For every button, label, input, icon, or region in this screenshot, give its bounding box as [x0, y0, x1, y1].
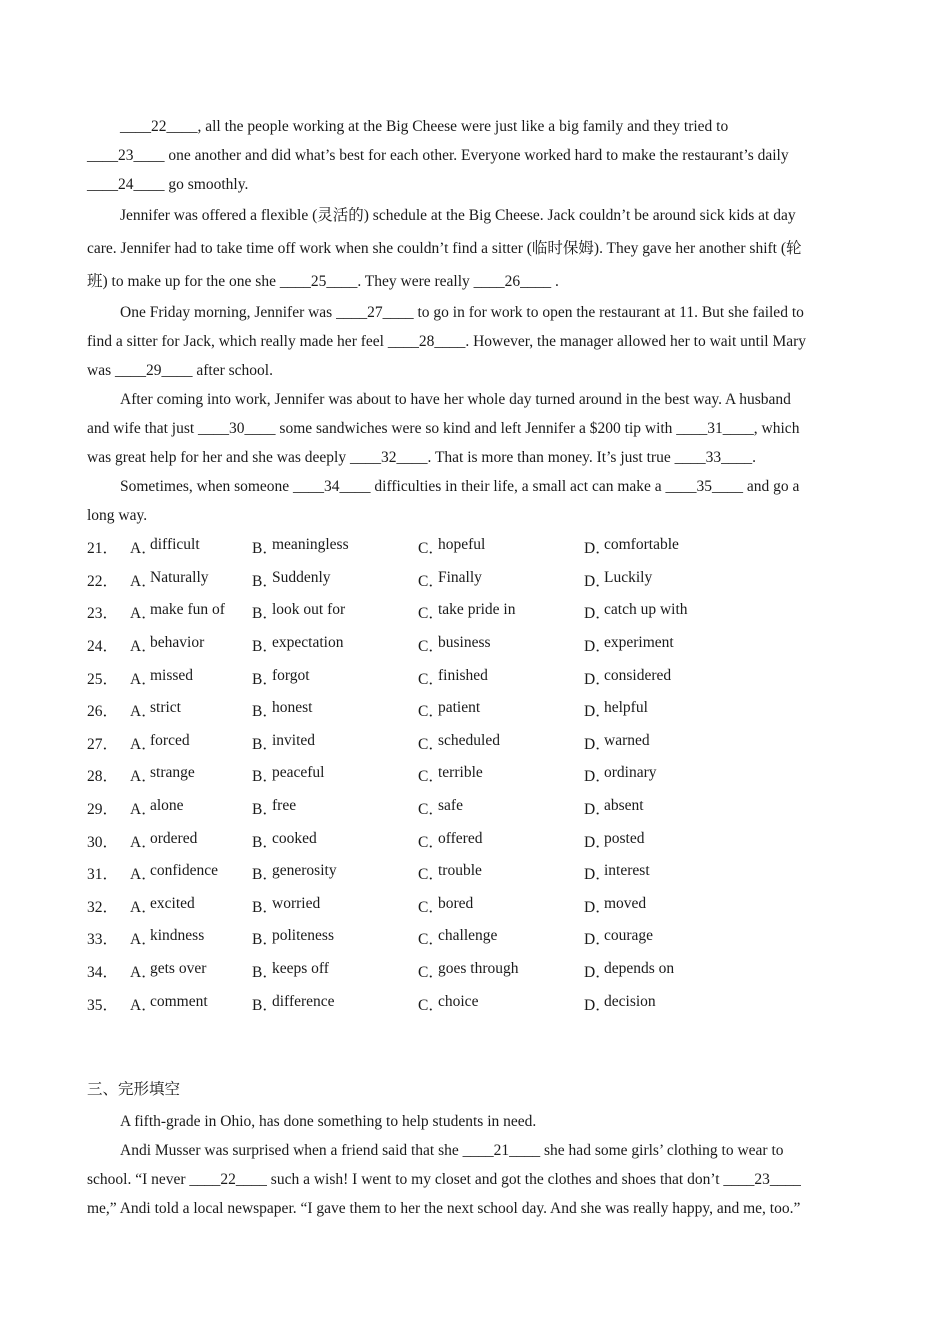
option-text: goes through — [438, 960, 519, 978]
option-text: experiment — [604, 634, 674, 652]
option-d — [584, 895, 784, 917]
option-letter: B． — [252, 801, 278, 819]
option-a — [130, 764, 252, 786]
option-a — [130, 699, 252, 721]
option-c — [418, 927, 584, 949]
question-number: 34． — [87, 964, 119, 982]
option-text: hopeful — [438, 536, 486, 554]
passage-1 — [87, 112, 867, 1020]
option-c — [418, 960, 584, 982]
text-line: Andi Musser was surprised when a friend said that she ____21____ she had some girls’ clothing to wear to — [120, 1142, 784, 1159]
question-number: 23． — [87, 605, 119, 623]
question-number: 30． — [87, 833, 119, 851]
text-line: school. “I never ____22____ such a wish! I went to my closet and got the clothes and shoes that don’t ____23____ — [87, 1171, 801, 1188]
option-letter: C． — [418, 833, 444, 851]
option-letter: D． — [584, 540, 611, 558]
option-text: business — [438, 634, 491, 652]
option-letter: D． — [584, 898, 611, 916]
option-text: meaningless — [272, 536, 349, 554]
option-b — [252, 732, 418, 754]
option-a — [130, 862, 252, 884]
option-letter: B． — [252, 670, 278, 688]
option-a — [130, 667, 252, 689]
option-c — [418, 895, 584, 917]
option-text: courage — [604, 927, 654, 945]
option-letter: D． — [584, 735, 611, 753]
option-text: politeness — [272, 927, 334, 945]
option-text: excited — [150, 894, 195, 912]
option-d — [584, 601, 784, 623]
answer-options — [87, 531, 867, 1020]
option-letter: C． — [418, 996, 444, 1014]
option-letter: B． — [252, 996, 278, 1014]
option-text: choice — [438, 992, 479, 1010]
option-b — [252, 634, 418, 656]
option-letter: B． — [252, 833, 278, 851]
question-number: 22． — [87, 572, 119, 590]
option-d — [584, 667, 784, 689]
question-number: 35． — [87, 996, 119, 1014]
option-a — [130, 960, 252, 982]
option-text: peaceful — [272, 764, 325, 782]
option-letter: D． — [584, 703, 611, 721]
question-row — [87, 596, 867, 629]
section-title: 三、完形填空 — [87, 1081, 181, 1098]
option-a — [130, 569, 252, 591]
option-d — [584, 797, 784, 819]
text-line: long way. — [87, 507, 148, 524]
option-letter: D． — [584, 866, 611, 884]
option-b — [252, 927, 418, 949]
option-text: Luckily — [604, 568, 653, 586]
option-text: scheduled — [438, 731, 500, 749]
question-row — [87, 987, 867, 1020]
option-text: behavior — [150, 634, 205, 652]
option-b — [252, 667, 418, 689]
option-c — [418, 764, 584, 786]
text-line: was great help for her and she was deeply ____32____. That is more than money. It’s just true ____33____. — [87, 449, 756, 466]
option-b — [252, 764, 418, 786]
option-a — [130, 797, 252, 819]
paragraph-2 — [87, 1136, 877, 1223]
question-row — [87, 759, 867, 792]
paragraph-1 — [87, 112, 867, 199]
option-letter: A． — [130, 670, 157, 688]
text-line: ____24____ go smoothly. — [87, 176, 249, 193]
option-text: look out for — [272, 601, 346, 619]
option-b — [252, 601, 418, 623]
question-number: 27． — [87, 735, 119, 753]
option-d — [584, 993, 784, 1015]
option-text: interest — [604, 862, 650, 880]
option-text: posted — [604, 829, 645, 847]
option-text: difficult — [150, 536, 200, 554]
option-letter: C． — [418, 572, 444, 590]
option-d — [584, 536, 784, 558]
question-number: 28． — [87, 768, 119, 786]
text-line: find a sitter for Jack, which really made her feel ____28____. However, the manager allowed her to wait until Mary — [87, 333, 807, 350]
option-letter: C． — [418, 898, 444, 916]
option-text: forced — [150, 731, 190, 749]
option-letter: B． — [252, 572, 278, 590]
question-row — [87, 824, 867, 857]
option-text: make fun of — [150, 601, 225, 619]
option-text: offered — [438, 829, 483, 847]
option-text: forgot — [272, 666, 310, 684]
paragraph-5 — [87, 472, 867, 530]
option-letter: B． — [252, 964, 278, 982]
option-text: decision — [604, 992, 656, 1010]
option-text: Suddenly — [272, 568, 331, 586]
option-c — [418, 699, 584, 721]
option-text: free — [272, 797, 297, 815]
text-line: me,” Andi told a local newspaper. “I gave them to her the next school day. And she was really happy, and me, too.” — [87, 1200, 801, 1217]
option-letter: A． — [130, 572, 157, 590]
paragraph-3 — [87, 298, 867, 385]
option-d — [584, 862, 784, 884]
option-letter: A． — [130, 703, 157, 721]
option-text: terrible — [438, 764, 483, 782]
option-letter: A． — [130, 638, 157, 656]
option-a — [130, 634, 252, 656]
option-b — [252, 960, 418, 982]
option-b — [252, 797, 418, 819]
question-row — [87, 857, 867, 890]
option-b — [252, 895, 418, 917]
option-b — [252, 699, 418, 721]
option-text: Naturally — [150, 568, 209, 586]
option-c — [418, 830, 584, 852]
option-b — [252, 993, 418, 1015]
option-text: strict — [150, 699, 181, 717]
option-letter: A． — [130, 768, 157, 786]
option-text: challenge — [438, 927, 498, 945]
option-letter: A． — [130, 964, 157, 982]
question-row — [87, 955, 867, 988]
paragraph-4 — [87, 385, 867, 472]
option-text: absent — [604, 797, 644, 815]
option-letter: B． — [252, 768, 278, 786]
question-row — [87, 564, 867, 597]
option-text: considered — [604, 666, 672, 684]
option-letter: B． — [252, 703, 278, 721]
option-letter: B． — [252, 638, 278, 656]
option-letter: A． — [130, 833, 157, 851]
question-row — [87, 694, 867, 727]
option-a — [130, 927, 252, 949]
option-letter: A． — [130, 605, 157, 623]
option-letter: B． — [252, 735, 278, 753]
option-text: ordinary — [604, 764, 657, 782]
option-letter: C． — [418, 670, 444, 688]
option-c — [418, 569, 584, 591]
option-letter: C． — [418, 866, 444, 884]
text-line: care. Jennifer had to take time off work when she couldn’t find a sitter (临时保姆). They gave her another shift (轮 — [87, 240, 802, 257]
question-number: 33． — [87, 931, 119, 949]
text-line: A fifth-grade in Ohio, has done something to help students in need. — [120, 1113, 537, 1130]
option-letter: C． — [418, 801, 444, 819]
text-line: Sometimes, when someone ____34____ difficulties in their life, a small act can make a ____35____ and go a — [120, 478, 800, 495]
option-letter: C． — [418, 540, 444, 558]
option-letter: D． — [584, 931, 611, 949]
option-b — [252, 862, 418, 884]
option-letter: B． — [252, 898, 278, 916]
option-c — [418, 536, 584, 558]
question-row — [87, 531, 867, 564]
option-text: keeps off — [272, 960, 329, 978]
option-c — [418, 993, 584, 1015]
option-text: strange — [150, 764, 195, 782]
option-d — [584, 927, 784, 949]
question-number: 29． — [87, 801, 119, 819]
question-number: 26． — [87, 703, 119, 721]
option-text: expectation — [272, 634, 344, 652]
passage-2 — [87, 1107, 877, 1223]
option-letter: A． — [130, 801, 157, 819]
option-text: kindness — [150, 927, 205, 945]
option-letter: D． — [584, 996, 611, 1014]
question-row — [87, 661, 867, 694]
option-letter: D． — [584, 638, 611, 656]
option-text: honest — [272, 699, 313, 717]
option-d — [584, 764, 784, 786]
option-letter: D． — [584, 768, 611, 786]
option-letter: A． — [130, 540, 157, 558]
text-line: ____23____ one another and did what’s best for each other. Everyone worked hard to make the restaurant’s daily — [87, 147, 789, 164]
option-letter: B． — [252, 931, 278, 949]
text-line: One Friday morning, Jennifer was ____27____ to go in for work to open the restaurant at 11. But she failed to — [120, 304, 804, 321]
option-text: patient — [438, 699, 481, 717]
question-number: 31． — [87, 866, 119, 884]
option-text: comfortable — [604, 536, 679, 554]
option-letter: A． — [130, 898, 157, 916]
option-a — [130, 895, 252, 917]
option-letter: C． — [418, 964, 444, 982]
option-text: missed — [150, 666, 194, 684]
option-letter: C． — [418, 768, 444, 786]
option-text: helpful — [604, 699, 648, 717]
option-text: catch up with — [604, 601, 688, 619]
text-line: 班) to make up for the one she ____25____. They were really ____26____ . — [87, 273, 559, 290]
option-text: warned — [604, 731, 650, 749]
option-a — [130, 536, 252, 558]
question-number: 32． — [87, 898, 119, 916]
option-text: cooked — [272, 829, 317, 847]
option-d — [584, 732, 784, 754]
option-letter: D． — [584, 670, 611, 688]
text-line: ____22____, all the people working at the Big Cheese were just like a big family and they tried to — [120, 118, 729, 135]
option-d — [584, 699, 784, 721]
option-c — [418, 667, 584, 689]
option-text: generosity — [272, 862, 337, 880]
option-letter: C． — [418, 638, 444, 656]
option-b — [252, 569, 418, 591]
option-d — [584, 960, 784, 982]
option-letter: D． — [584, 572, 611, 590]
option-text: ordered — [150, 829, 198, 847]
option-letter: C． — [418, 703, 444, 721]
question-row — [87, 922, 867, 955]
option-letter: D． — [584, 801, 611, 819]
option-c — [418, 732, 584, 754]
option-letter: A． — [130, 996, 157, 1014]
option-text: trouble — [438, 862, 482, 880]
option-letter: D． — [584, 605, 611, 623]
option-text: finished — [438, 666, 488, 684]
option-text: alone — [150, 797, 184, 815]
option-d — [584, 634, 784, 656]
option-text: moved — [604, 894, 647, 912]
question-number: 21． — [87, 540, 119, 558]
paragraph-1 — [87, 1107, 877, 1136]
option-letter: A． — [130, 735, 157, 753]
question-row — [87, 890, 867, 923]
option-letter: B． — [252, 605, 278, 623]
option-text: safe — [438, 797, 463, 815]
question-number: 24． — [87, 638, 119, 656]
option-b — [252, 536, 418, 558]
option-text: comment — [150, 992, 208, 1010]
option-text: worried — [272, 894, 321, 912]
option-text: take pride in — [438, 601, 516, 619]
option-letter: C． — [418, 931, 444, 949]
option-c — [418, 601, 584, 623]
option-letter: B． — [252, 540, 278, 558]
option-a — [130, 830, 252, 852]
option-text: gets over — [150, 960, 207, 978]
option-text: confidence — [150, 862, 218, 880]
option-d — [584, 569, 784, 591]
text-line: After coming into work, Jennifer was about to have her whole day turned around in the best way. A husband — [120, 391, 791, 408]
option-letter: C． — [418, 605, 444, 623]
option-letter: A． — [130, 866, 157, 884]
option-a — [130, 993, 252, 1015]
option-text: depends on — [604, 960, 675, 978]
text-line: Jennifer was offered a flexible (灵活的) schedule at the Big Cheese. Jack couldn’t be around sick kids at day — [120, 207, 796, 224]
option-b — [252, 830, 418, 852]
option-letter: B． — [252, 866, 278, 884]
option-text: bored — [438, 894, 474, 912]
option-a — [130, 601, 252, 623]
option-c — [418, 862, 584, 884]
option-letter: D． — [584, 964, 611, 982]
question-row — [87, 727, 867, 760]
option-letter: C． — [418, 735, 444, 753]
option-d — [584, 830, 784, 852]
paragraph-2 — [87, 199, 867, 298]
option-letter: A． — [130, 931, 157, 949]
option-text: invited — [272, 731, 316, 749]
option-a — [130, 732, 252, 754]
question-row — [87, 629, 867, 662]
text-line: was ____29____ after school. — [87, 362, 273, 379]
option-c — [418, 797, 584, 819]
option-text: Finally — [438, 568, 482, 586]
text-line: and wife that just ____30____ some sandwiches were so kind and left Jennifer a $200 tip with ____31____, which — [87, 420, 800, 437]
option-text: difference — [272, 992, 335, 1010]
question-row — [87, 792, 867, 825]
question-number: 25． — [87, 670, 119, 688]
option-c — [418, 634, 584, 656]
option-letter: D． — [584, 833, 611, 851]
